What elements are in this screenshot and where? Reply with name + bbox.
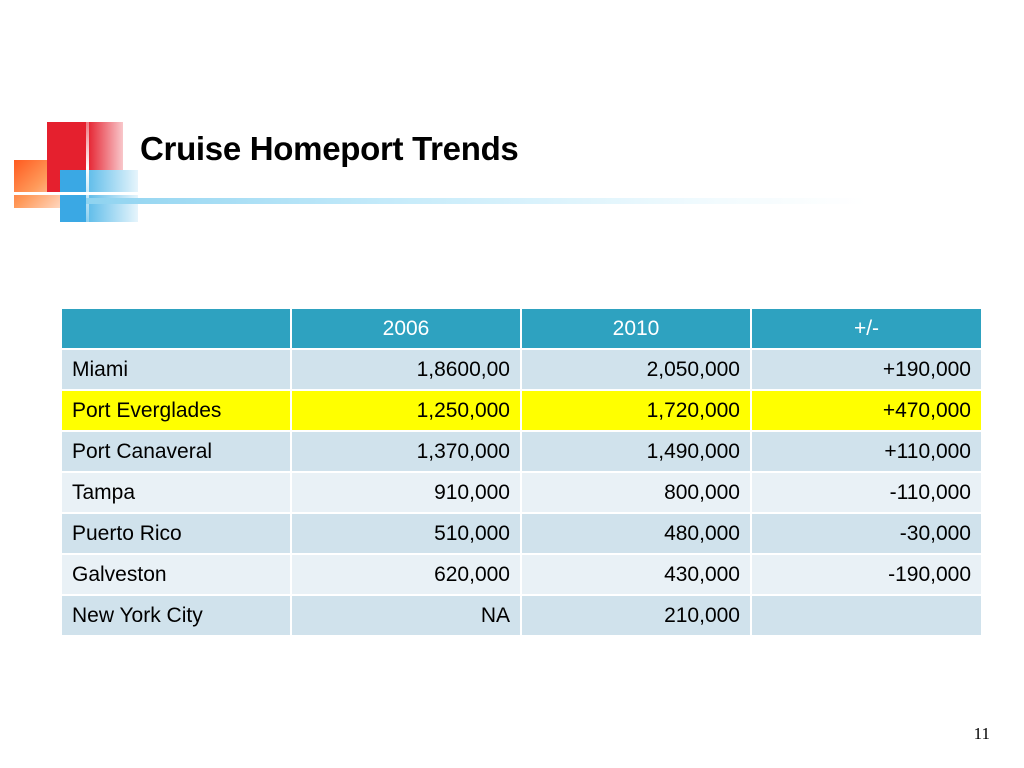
decorative-white-line (10, 192, 140, 195)
table-row (61, 554, 982, 595)
cell-2010: 480,000 (521, 513, 751, 554)
cell-2010: 800,000 (521, 472, 751, 513)
cell-2006: 1,370,000 (291, 431, 521, 472)
table-row (61, 513, 982, 554)
header-2010: 2010 (521, 308, 751, 349)
cell-2006: 1,8600,00 (291, 349, 521, 390)
title-underline (86, 198, 866, 204)
table-row (61, 472, 982, 513)
cell-change: -110,000 (751, 472, 982, 513)
cell-2010: 2,050,000 (521, 349, 751, 390)
cell-port: Galveston (61, 554, 291, 595)
cell-2010: 1,720,000 (521, 390, 751, 431)
cell-change (751, 595, 982, 636)
cell-port: New York City (61, 595, 291, 636)
cell-change: +190,000 (751, 349, 982, 390)
cell-port: Port Everglades (61, 390, 291, 431)
header-port (61, 308, 291, 349)
table-row-highlighted (61, 390, 982, 431)
table-row (61, 595, 982, 636)
table-row (61, 431, 982, 472)
cell-2010: 1,490,000 (521, 431, 751, 472)
cell-port: Tampa (61, 472, 291, 513)
cell-change: -190,000 (751, 554, 982, 595)
cell-port: Miami (61, 349, 291, 390)
cell-change: +470,000 (751, 390, 982, 431)
cell-port: Puerto Rico (61, 513, 291, 554)
header-change: +/- (751, 308, 982, 349)
cell-2006: 910,000 (291, 472, 521, 513)
cell-2010: 210,000 (521, 595, 751, 636)
decorative-blue-square (60, 170, 86, 222)
header-2006: 2006 (291, 308, 521, 349)
slide-title: Cruise Homeport Trends (140, 130, 519, 167)
cell-change: -30,000 (751, 513, 982, 554)
homeport-table (60, 307, 983, 637)
decorative-blue-fade (86, 170, 138, 222)
page-number: 11 (973, 724, 990, 743)
cell-port: Port Canaveral (61, 431, 291, 472)
table-row (61, 349, 982, 390)
table-header-row (61, 308, 982, 349)
decorative-vertical-line (86, 108, 89, 228)
cell-2006: 510,000 (291, 513, 521, 554)
cell-2006: 620,000 (291, 554, 521, 595)
cell-2010: 430,000 (521, 554, 751, 595)
cell-2006: NA (291, 595, 521, 636)
decorative-red-fade (87, 122, 123, 170)
cell-change: +110,000 (751, 431, 982, 472)
cell-2006: 1,250,000 (291, 390, 521, 431)
